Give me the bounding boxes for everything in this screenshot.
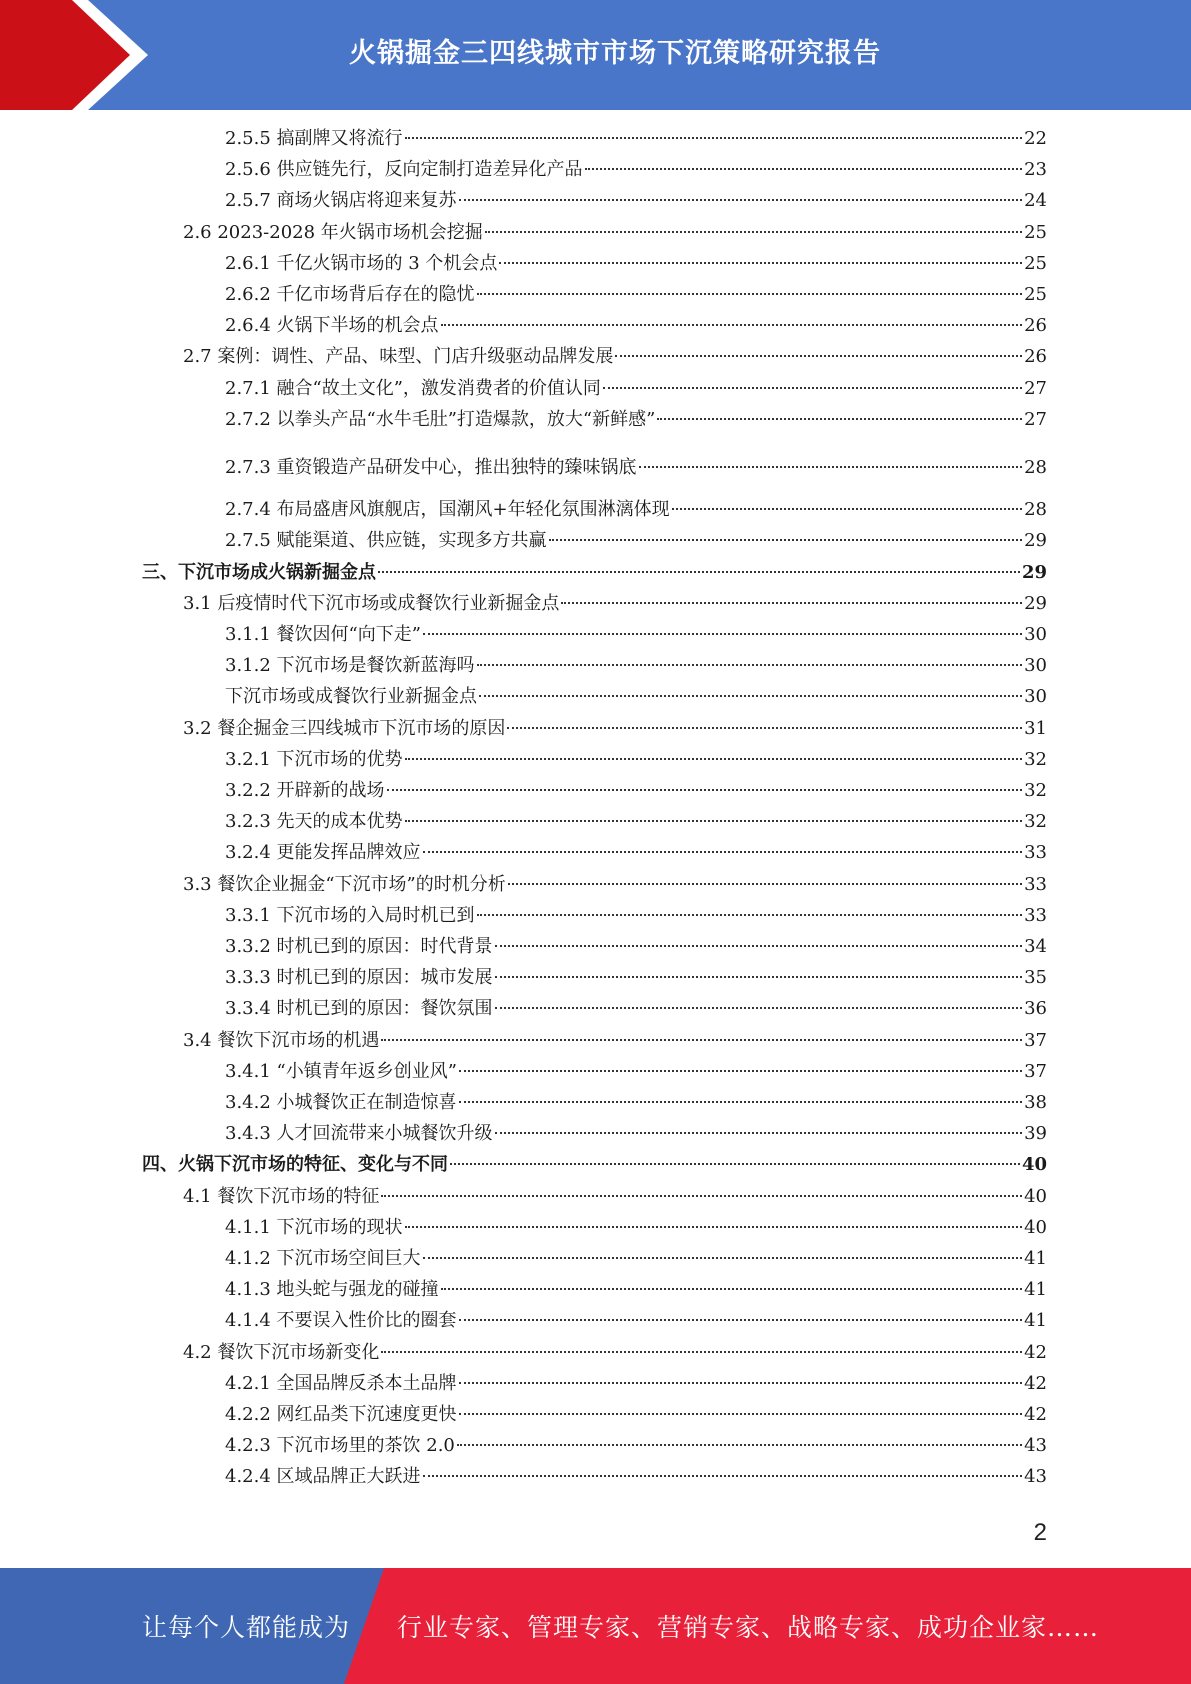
toc-entry-page: 42 — [1024, 1341, 1047, 1363]
toc-entry-title: 2.5.5 搞副牌又将流行 — [225, 128, 403, 149]
toc-leader-dots — [423, 851, 1023, 853]
toc-entry-page: 26 — [1024, 315, 1047, 337]
toc-entry-page: 35 — [1024, 967, 1047, 989]
toc-entry-title: 3.2.2 开辟新的战场 — [225, 780, 385, 801]
toc-entry-page: 36 — [1024, 998, 1047, 1020]
toc-leader-dots — [477, 293, 1023, 295]
toc-entry-title: 3.4 餐饮下沉市场的机遇 — [183, 1029, 380, 1051]
toc-leader-dots — [405, 820, 1023, 822]
toc-entry-page: 41 — [1024, 1279, 1047, 1301]
toc-entry[interactable] — [225, 686, 1047, 708]
toc-leader-dots — [459, 1101, 1023, 1103]
toc-entry-title: 2.6.4 火锅下半场的机会点 — [225, 315, 439, 337]
toc-leader-dots — [507, 727, 1022, 729]
toc-entry-page: 22 — [1024, 128, 1047, 149]
toc-leader-dots — [495, 1132, 1023, 1134]
toc-entry-title: 3.2.4 更能发挥品牌效应 — [225, 842, 421, 864]
toc-entry-title: 3.3.2 时机已到的原因：时代背景 — [225, 936, 493, 957]
footer-slogan-left: 让每个人都能成为 — [142, 1613, 351, 1642]
toc-entry-title: 4.1.4 不要误入性价比的圈套 — [225, 1310, 457, 1332]
toc-entry-title: 3.1 后疫情时代下沉市场或成餐饮行业新掘金点 — [183, 592, 560, 614]
toc-entry-title: 3.2.1 下沉市场的优势 — [225, 748, 403, 770]
toc-entry[interactable] — [183, 718, 1047, 740]
toc-entry-page: 39 — [1024, 1123, 1047, 1145]
toc-entry-title: 3.3.4 时机已到的原因：餐饮氛围 — [225, 998, 493, 1020]
toc-leader-dots — [495, 976, 1023, 978]
report-title: 火锅掘金三四线城市市场下沉策略研究报告 — [349, 37, 881, 69]
toc-entry-title: 4.2.3 下沉市场里的茶饮 2.0 — [225, 1435, 455, 1457]
toc-leader-dots — [459, 1319, 1023, 1321]
toc-leader-dots — [495, 1007, 1023, 1009]
toc-leader-dots — [423, 1475, 1023, 1477]
toc-entry-page: 37 — [1024, 1060, 1047, 1082]
toc-leader-dots — [405, 1226, 1023, 1228]
toc-entry[interactable] — [225, 842, 1047, 864]
toc-entry-title: 2.7 案例：调性、产品、味型、门店升级驱动品牌发展 — [183, 346, 614, 368]
toc-entry-page: 30 — [1024, 686, 1047, 708]
toc-entry-page: 24 — [1024, 190, 1047, 212]
toc-entry-title: 2.6 2023-2028 年火锅市场机会挖掘 — [183, 221, 483, 243]
toc-leader-dots — [639, 466, 1023, 468]
toc-leader-dots — [457, 1444, 1022, 1446]
toc-leader-dots — [657, 418, 1022, 420]
toc-leader-dots — [441, 1288, 1023, 1290]
toc-entry-title: 4.1 餐饮下沉市场的特征 — [183, 1185, 380, 1207]
toc-entry[interactable] — [225, 128, 1047, 150]
toc-entry[interactable] — [142, 1154, 1047, 1176]
toc-entry-title: 2.7.2 以拳头产品“水牛毛肚”打造爆款，放大“新鲜感” — [225, 408, 656, 430]
toc-entry[interactable] — [225, 1373, 1047, 1395]
toc-entry[interactable] — [183, 1030, 1047, 1052]
toc-entry[interactable] — [225, 1310, 1047, 1332]
toc-entry-title: 2.7.4 布局盛唐风旗舰店，国潮风+年轻化氛围淋漓体现 — [225, 499, 670, 521]
toc-entry-page: 29 — [1024, 530, 1047, 552]
toc-entry-page: 34 — [1024, 936, 1047, 957]
toc-entry-page: 26 — [1024, 346, 1047, 368]
toc-leader-dots — [381, 1351, 1022, 1353]
toc-entry[interactable] — [225, 1123, 1047, 1145]
toc-entry-page: 27 — [1024, 408, 1047, 430]
toc-entry-title: 3.3 餐饮企业掘金“下沉市场”的时机分析 — [183, 873, 506, 895]
toc-entry-title: 3.4.2 小城餐饮正在制造惊喜 — [225, 1092, 457, 1113]
toc-entry-title: 2.5.6 供应链先行，反向定制打造差异化产品 — [225, 159, 583, 181]
toc-leader-dots — [561, 602, 1022, 604]
toc-entry[interactable] — [225, 315, 1047, 337]
toc-entry-page: 25 — [1024, 284, 1047, 305]
toc-entry-page: 29 — [1021, 561, 1047, 583]
toc-entry-page: 28 — [1024, 457, 1047, 478]
toc-entry[interactable] — [225, 457, 1047, 479]
toc-entry[interactable] — [225, 967, 1047, 989]
toc-leader-dots — [459, 1070, 1022, 1072]
toc-entry[interactable] — [225, 159, 1047, 181]
page-number: 2 — [1033, 1519, 1047, 1546]
toc-entry-title: 三、下沉市场成火锅新掘金点 — [142, 561, 376, 583]
toc-leader-dots — [549, 539, 1023, 541]
toc-entry[interactable] — [225, 1092, 1047, 1114]
toc-entry[interactable] — [225, 253, 1047, 275]
toc-entry-page: 32 — [1024, 748, 1047, 770]
toc-entry-page: 23 — [1024, 159, 1047, 181]
toc-entry[interactable] — [225, 905, 1047, 927]
toc-entry-page: 42 — [1024, 1404, 1047, 1425]
toc-entry-title: 3.4.3 人才回流带来小城餐饮升级 — [225, 1123, 493, 1145]
toc-entry[interactable] — [225, 1217, 1047, 1239]
toc-leader-dots — [387, 789, 1023, 791]
toc-entry-page: 32 — [1024, 780, 1047, 801]
toc-leader-dots — [477, 664, 1023, 666]
toc-entry-page: 25 — [1024, 221, 1047, 243]
toc-entry-title: 4.2.2 网红品类下沉速度更快 — [225, 1404, 457, 1425]
toc-entry-title: 4.1.2 下沉市场空间巨大 — [225, 1248, 421, 1269]
toc-leader-dots — [381, 1039, 1022, 1041]
toc-entry[interactable] — [225, 655, 1047, 677]
toc-entry-page: 41 — [1024, 1310, 1047, 1332]
toc-leader-dots — [381, 1195, 1022, 1197]
toc-entry[interactable] — [225, 499, 1047, 521]
toc-entry-title: 下沉市场或成餐饮行业新掘金点 — [225, 686, 477, 708]
toc-entry[interactable] — [183, 874, 1047, 896]
toc-entry-title: 4.2.4 区域品牌正大跃进 — [225, 1466, 421, 1488]
toc-leader-dots — [495, 945, 1023, 947]
toc-entry[interactable] — [142, 562, 1047, 584]
toc-entry-page: 37 — [1024, 1029, 1047, 1051]
toc-entry[interactable] — [225, 190, 1047, 212]
toc-leader-dots — [479, 695, 1022, 697]
toc-leader-dots — [459, 1413, 1023, 1415]
toc-entry[interactable] — [183, 1342, 1047, 1364]
toc-entry[interactable] — [183, 346, 1047, 368]
toc-entry-title: 3.3.1 下沉市场的入局时机已到 — [225, 904, 475, 926]
toc-entry-page: 40 — [1024, 1216, 1047, 1238]
toc-entry-title: 4.2 餐饮下沉市场新变化 — [183, 1341, 380, 1363]
footer-slogan-right: 行业专家、管理专家、营销专家、战略专家、成功企业家…… — [397, 1613, 1100, 1642]
header-banner — [0, 0, 1191, 110]
toc-entry-title: 4.2.1 全国品牌反杀本土品牌 — [225, 1372, 457, 1394]
toc-leader-dots — [615, 355, 1022, 357]
toc-leader-dots — [450, 1163, 1020, 1165]
toc-entry[interactable] — [225, 1435, 1047, 1457]
toc-entry-page: 43 — [1024, 1435, 1047, 1457]
toc-entry-page: 42 — [1024, 1372, 1047, 1394]
toc-entry-title: 2.6.2 千亿市场背后存在的隐忧 — [225, 284, 475, 305]
toc-entry-title: 3.4.1 “小镇青年返乡创业风” — [225, 1060, 457, 1082]
toc-entry-page: 31 — [1024, 717, 1047, 739]
toc-leader-dots — [499, 262, 1022, 264]
toc-entry-title: 3.2 餐企掘金三四线城市下沉市场的原因 — [183, 717, 506, 739]
toc-leader-dots — [585, 168, 1023, 170]
toc-entry-page: 33 — [1024, 873, 1047, 895]
toc-entry-title: 四、火锅下沉市场的特征、变化与不同 — [142, 1154, 448, 1176]
toc-leader-dots — [378, 571, 1020, 573]
toc-entry[interactable] — [225, 624, 1047, 646]
toc-entry-title: 2.6.1 千亿火锅市场的 3 个机会点 — [225, 252, 498, 274]
toc-leader-dots — [459, 199, 1023, 201]
toc-entry[interactable] — [183, 1186, 1047, 1208]
toc-entry[interactable] — [225, 1466, 1047, 1488]
toc-entry-page: 29 — [1024, 592, 1047, 614]
toc-entry[interactable] — [225, 284, 1047, 306]
toc-entry[interactable] — [225, 1404, 1047, 1426]
toc-entry-page: 27 — [1024, 377, 1047, 399]
toc-entry-title: 2.7.1 融合“故土文化”，激发消费者的价值认同 — [225, 377, 601, 399]
toc-entry-title: 4.1.1 下沉市场的现状 — [225, 1216, 403, 1238]
toc-entry-page: 30 — [1024, 655, 1047, 677]
toc-entry[interactable] — [225, 530, 1047, 552]
toc-entry[interactable] — [225, 1061, 1047, 1083]
toc-entry[interactable] — [183, 593, 1047, 615]
toc-entry-page: 38 — [1024, 1092, 1047, 1113]
toc-entry-title: 2.7.3 重资锻造产品研发中心，推出独特的臻味锅底 — [225, 457, 637, 478]
toc-entry[interactable] — [225, 1248, 1047, 1270]
toc-leader-dots — [423, 1257, 1023, 1259]
toc-entry-page: 30 — [1024, 624, 1047, 645]
toc-entry-title: 4.1.3 地头蛇与强龙的碰撞 — [225, 1279, 439, 1301]
toc-entry-page: 33 — [1024, 904, 1047, 926]
toc-entry-page: 41 — [1024, 1248, 1047, 1269]
toc-entry-page: 40 — [1024, 1185, 1047, 1207]
toc-leader-dots — [441, 324, 1023, 326]
toc-entry[interactable] — [225, 749, 1047, 771]
toc-entry[interactable] — [225, 998, 1047, 1020]
toc-entry-title: 3.3.3 时机已到的原因：城市发展 — [225, 967, 493, 989]
toc-leader-dots — [672, 508, 1022, 510]
toc-entry-title: 3.1.2 下沉市场是餐饮新蓝海吗 — [225, 655, 475, 677]
toc-entry-page: 33 — [1024, 842, 1047, 864]
footer-banner — [0, 1568, 1191, 1684]
toc-entry[interactable] — [225, 409, 1047, 431]
toc-leader-dots — [423, 633, 1022, 635]
toc-leader-dots — [405, 137, 1023, 139]
toc-entry-title: 3.1.1 餐饮因何“向下走” — [225, 624, 421, 645]
toc-entry-page: 28 — [1024, 499, 1047, 521]
toc-leader-dots — [405, 758, 1023, 760]
toc-entry-page: 40 — [1021, 1154, 1047, 1176]
toc-leader-dots — [477, 914, 1023, 916]
toc-entry-page: 43 — [1024, 1466, 1047, 1488]
toc-entry[interactable] — [225, 811, 1047, 833]
toc-leader-dots — [485, 231, 1022, 233]
toc-leader-dots — [508, 883, 1022, 885]
toc-entry-page: 25 — [1024, 252, 1047, 274]
toc-entry-title: 2.5.7 商场火锅店将迎来复苏 — [225, 190, 457, 212]
toc-entry[interactable] — [225, 780, 1047, 802]
toc-entry-title: 2.7.5 赋能渠道、供应链，实现多方共赢 — [225, 530, 547, 552]
toc-entry[interactable] — [183, 222, 1047, 244]
toc-entry[interactable] — [225, 378, 1047, 400]
toc-entry-page: 32 — [1024, 811, 1047, 833]
toc-entry[interactable] — [225, 936, 1047, 958]
toc-entry-title: 3.2.3 先天的成本优势 — [225, 811, 403, 833]
toc-leader-dots — [603, 387, 1022, 389]
toc-entry[interactable] — [225, 1279, 1047, 1301]
toc-leader-dots — [459, 1382, 1023, 1384]
